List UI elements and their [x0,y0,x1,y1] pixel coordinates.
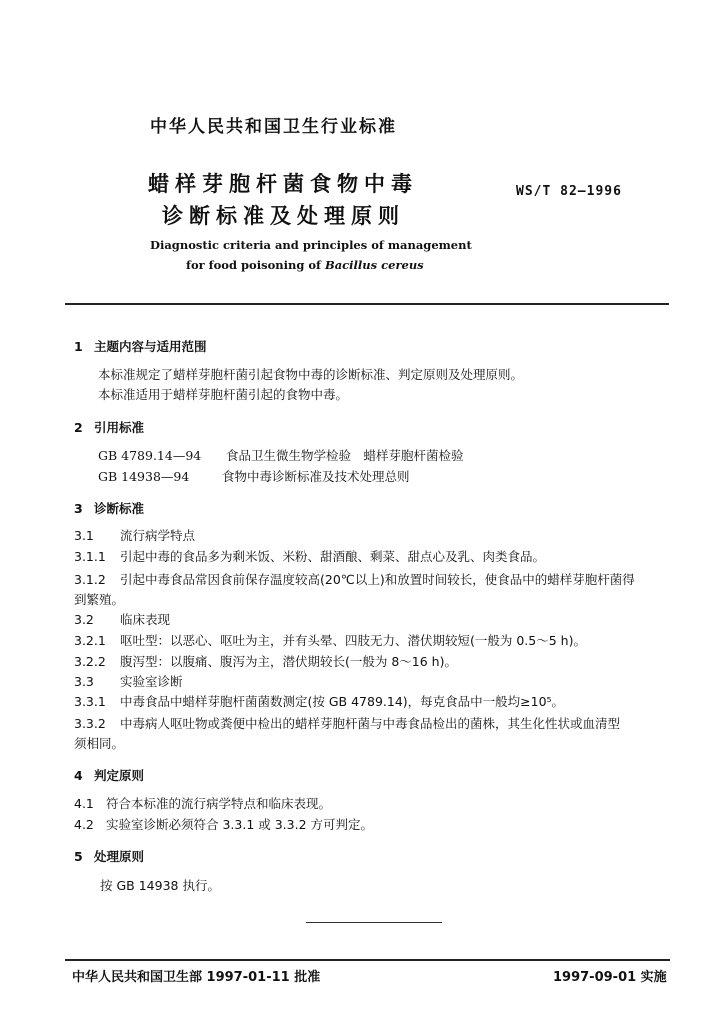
section-number: 4 [74,768,83,783]
standard-code: WS/T 82—1996 [516,184,622,199]
section-4-heading [74,766,144,784]
clause-number: 3.3.2 [74,716,106,731]
clause-number: 4.2 [74,817,94,832]
clause-3-3-2-continuation: 须相同。 [74,736,125,751]
document-title-line1: 蜡样芽胞杆菌食物中毒 [148,172,418,196]
english-title-line2 [186,258,424,272]
clause-text: 流行病学特点 [120,528,196,543]
effective-date: 1997-09-01 实施 [553,970,667,985]
section-title: 引用标准 [94,420,145,435]
reference-code: GB 4789.14—94 [98,448,202,463]
reference-title: 食品卫生微生物学检验 蜡样芽胞杆菌检验 [226,448,464,463]
clause-3-3 [74,672,674,692]
clause-3-3-2 [74,714,674,734]
clause-text: 引起中毒的食品多为剩米饭、米粉、甜酒酿、剩菜、甜点心及乳、肉类食品。 [120,549,546,564]
clause-number: 3.1.1 [74,549,106,564]
clause-3-2 [74,610,674,630]
clause-number: 3.3 [74,674,94,689]
clause-text: 实验室诊断 [120,674,183,689]
reference-item [98,467,410,485]
clause-3-2-1 [74,631,674,651]
clause-number: 3.2.1 [74,633,106,648]
clause-text: 临床表现 [120,612,171,627]
reference-item [98,446,464,464]
standard-category: 中华人民共和国卫生行业标准 [150,117,397,137]
clause-text: 中毒食品中蜡样芽胞杆菌菌数测定(按 GB 4789.14)，每克食品中一般均≥10⁵。 [120,694,565,709]
clause-text: 实验室诊断必须符合 3.3.1 或 3.3.2 方可判定。 [106,817,374,832]
clause-number: 3.3.1 [74,694,106,709]
clause-number: 3.2.2 [74,654,106,669]
document-title-line2: 诊断标准及处理原则 [162,204,405,228]
section-1-paragraph-1: 本标准规定了蜡样芽胞杆菌引起食物中毒的诊断标准、判定原则及处理原则。 [98,367,524,382]
end-rule [306,922,442,923]
clause-text: 符合本标准的流行病学特点和临床表现。 [106,796,332,811]
clause-4-2 [74,815,674,835]
approval-line: 中华人民共和国卫生部 1997-01-11 批准 [72,970,321,985]
reference-title: 食物中毒诊断标准及技术处理总则 [222,469,410,484]
section-1-paragraph-2: 本标准适用于蜡样芽胞杆菌引起的食物中毒。 [98,387,349,402]
clause-text: 呕吐型：以恶心、呕吐为主，并有头晕、四肢无力、潜伏期较短(一般为 0.5～5 h)。 [120,633,586,648]
section-2-heading [74,418,144,436]
section-5-paragraph: 按 GB 14938 执行。 [100,878,220,893]
section-1-heading [74,337,207,355]
clause-text: 腹泻型：以腹痛、腹泻为主，潜伏期较长(一般为 8～16 h)。 [120,654,457,669]
clause-number: 3.2 [74,612,94,627]
english-title-prefix: for food poisoning of [186,258,325,272]
clause-3-3-1 [74,692,674,712]
reference-code: GB 14938—94 [98,469,190,484]
section-title: 判定原则 [94,768,145,783]
section-title: 诊断标准 [94,501,145,516]
section-number: 2 [74,420,83,435]
clause-3-1 [74,526,674,546]
section-title: 处理原则 [94,849,145,864]
footer-divider [65,959,670,961]
species-name: Bacillus cereus [325,258,424,272]
section-title: 主题内容与适用范围 [94,339,207,354]
clause-4-1 [74,794,674,814]
english-title-line1: Diagnostic criteria and principles of management [150,238,472,252]
clause-number: 3.1 [74,528,94,543]
section-number: 3 [74,501,83,516]
clause-3-1-2-continuation: 到繁殖。 [74,592,125,607]
section-number: 1 [74,339,83,354]
clause-text: 引起中毒食品常因食前保存温度较高(20℃以上)和放置时间较长，使食品中的蜡样芽胞杆菌得 [120,572,635,587]
header-divider [65,303,669,305]
clause-text: 中毒病人呕吐物或粪便中检出的蜡样芽胞杆菌与中毒食品检出的菌株，其生化性状或血清型 [120,716,621,731]
section-number: 5 [74,849,83,864]
clause-number: 3.1.2 [74,572,106,587]
clause-3-2-2 [74,652,674,672]
clause-number: 4.1 [74,796,94,811]
clause-3-1-1 [74,547,674,567]
clause-3-1-2 [74,570,674,590]
section-3-heading [74,499,144,517]
section-5-heading [74,847,144,865]
